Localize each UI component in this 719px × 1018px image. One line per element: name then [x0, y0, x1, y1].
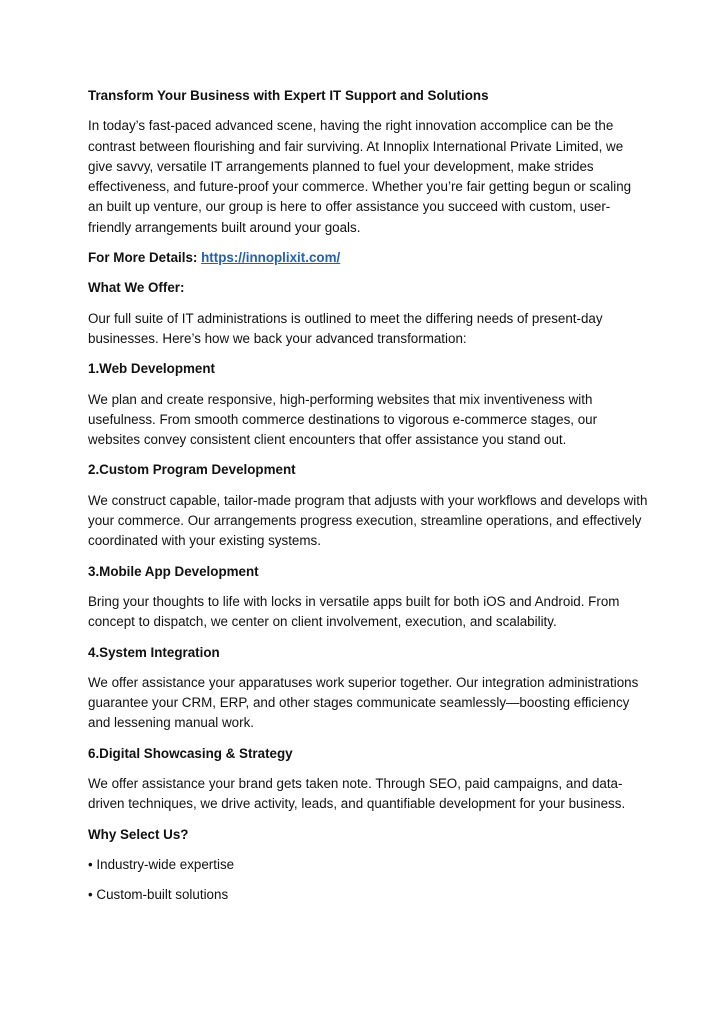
section-text-system-integration: We offer assistance your apparatuses work superior together. Our integration administrations guarantee your CRM, ERP, and other stages communicate seamlessly—boosting efficiency and lessening manual work. [88, 674, 639, 731]
list-item: • Industry-wide expertise [88, 856, 235, 872]
section-heading-custom-program: 2.Custom Program Development [88, 462, 296, 478]
section-heading-digital-showcasing: 6.Digital Showcasing & Strategy [88, 745, 293, 761]
section-text-mobile-app: Bring your thoughts to life with locks in versatile apps built for both iOS and Android. From concept to dispatch, we center on client involvement, execution, and scalability. [88, 593, 620, 630]
section-heading-mobile-app: 3.Mobile App Development [88, 563, 259, 579]
why-select-us-heading: Why Select Us? [88, 826, 189, 842]
document-title: Transform Your Business with Expert IT Support and Solutions [88, 88, 489, 103]
section-text-custom-program: We construct capable, tailor-made program that adjusts with your workflows and develops with your commerce. Our arrangements progress execution, streamline operations, and effectively coordinated with your existing systems. [88, 492, 648, 549]
more-details-label: For More Details: [88, 250, 202, 266]
section-heading-web-development: 1.Web Development [88, 361, 215, 377]
list-item: • Custom-built solutions [88, 887, 229, 903]
what-we-offer-heading: What We Offer: [88, 280, 185, 296]
more-details-line [88, 248, 648, 268]
website-link[interactable]: https://innoplixit.com/ [201, 250, 341, 266]
document-page [88, 86, 648, 916]
section-text-web-development: We plan and create responsive, high-performing websites that mix inventiveness with usefulness. From smooth commerce destinations to vigorous e-commerce stages, our websites convey consistent client encounters that offer assistance you stand out. [88, 391, 598, 448]
intro-paragraph: In today’s fast-paced advanced scene, having the right innovation accomplice can be the contrast between flourishing and fair surviving. At Innoplix International Private Limited, we give savvy, versatile IT arrangements planned to fuel your development, make strides effectiveness, and future-proof your commerce. Whether you’re fair getting begun or scaling an built up venture, our group is here to offer assistance you succeed with custom, user-friendly arrangements built around your goals. [88, 118, 632, 235]
what-we-offer-text: Our full suite of IT administrations is outlined to meet the differing needs of present-day businesses. Here’s how we back your advanced transformation: [88, 310, 603, 346]
section-heading-system-integration: 4.System Integration [88, 644, 220, 660]
section-text-digital-showcasing: We offer assistance your brand gets taken note. Through SEO, paid campaigns, and data-driven techniques, we drive activity, leads, and quantifiable development for your business. [88, 776, 626, 812]
